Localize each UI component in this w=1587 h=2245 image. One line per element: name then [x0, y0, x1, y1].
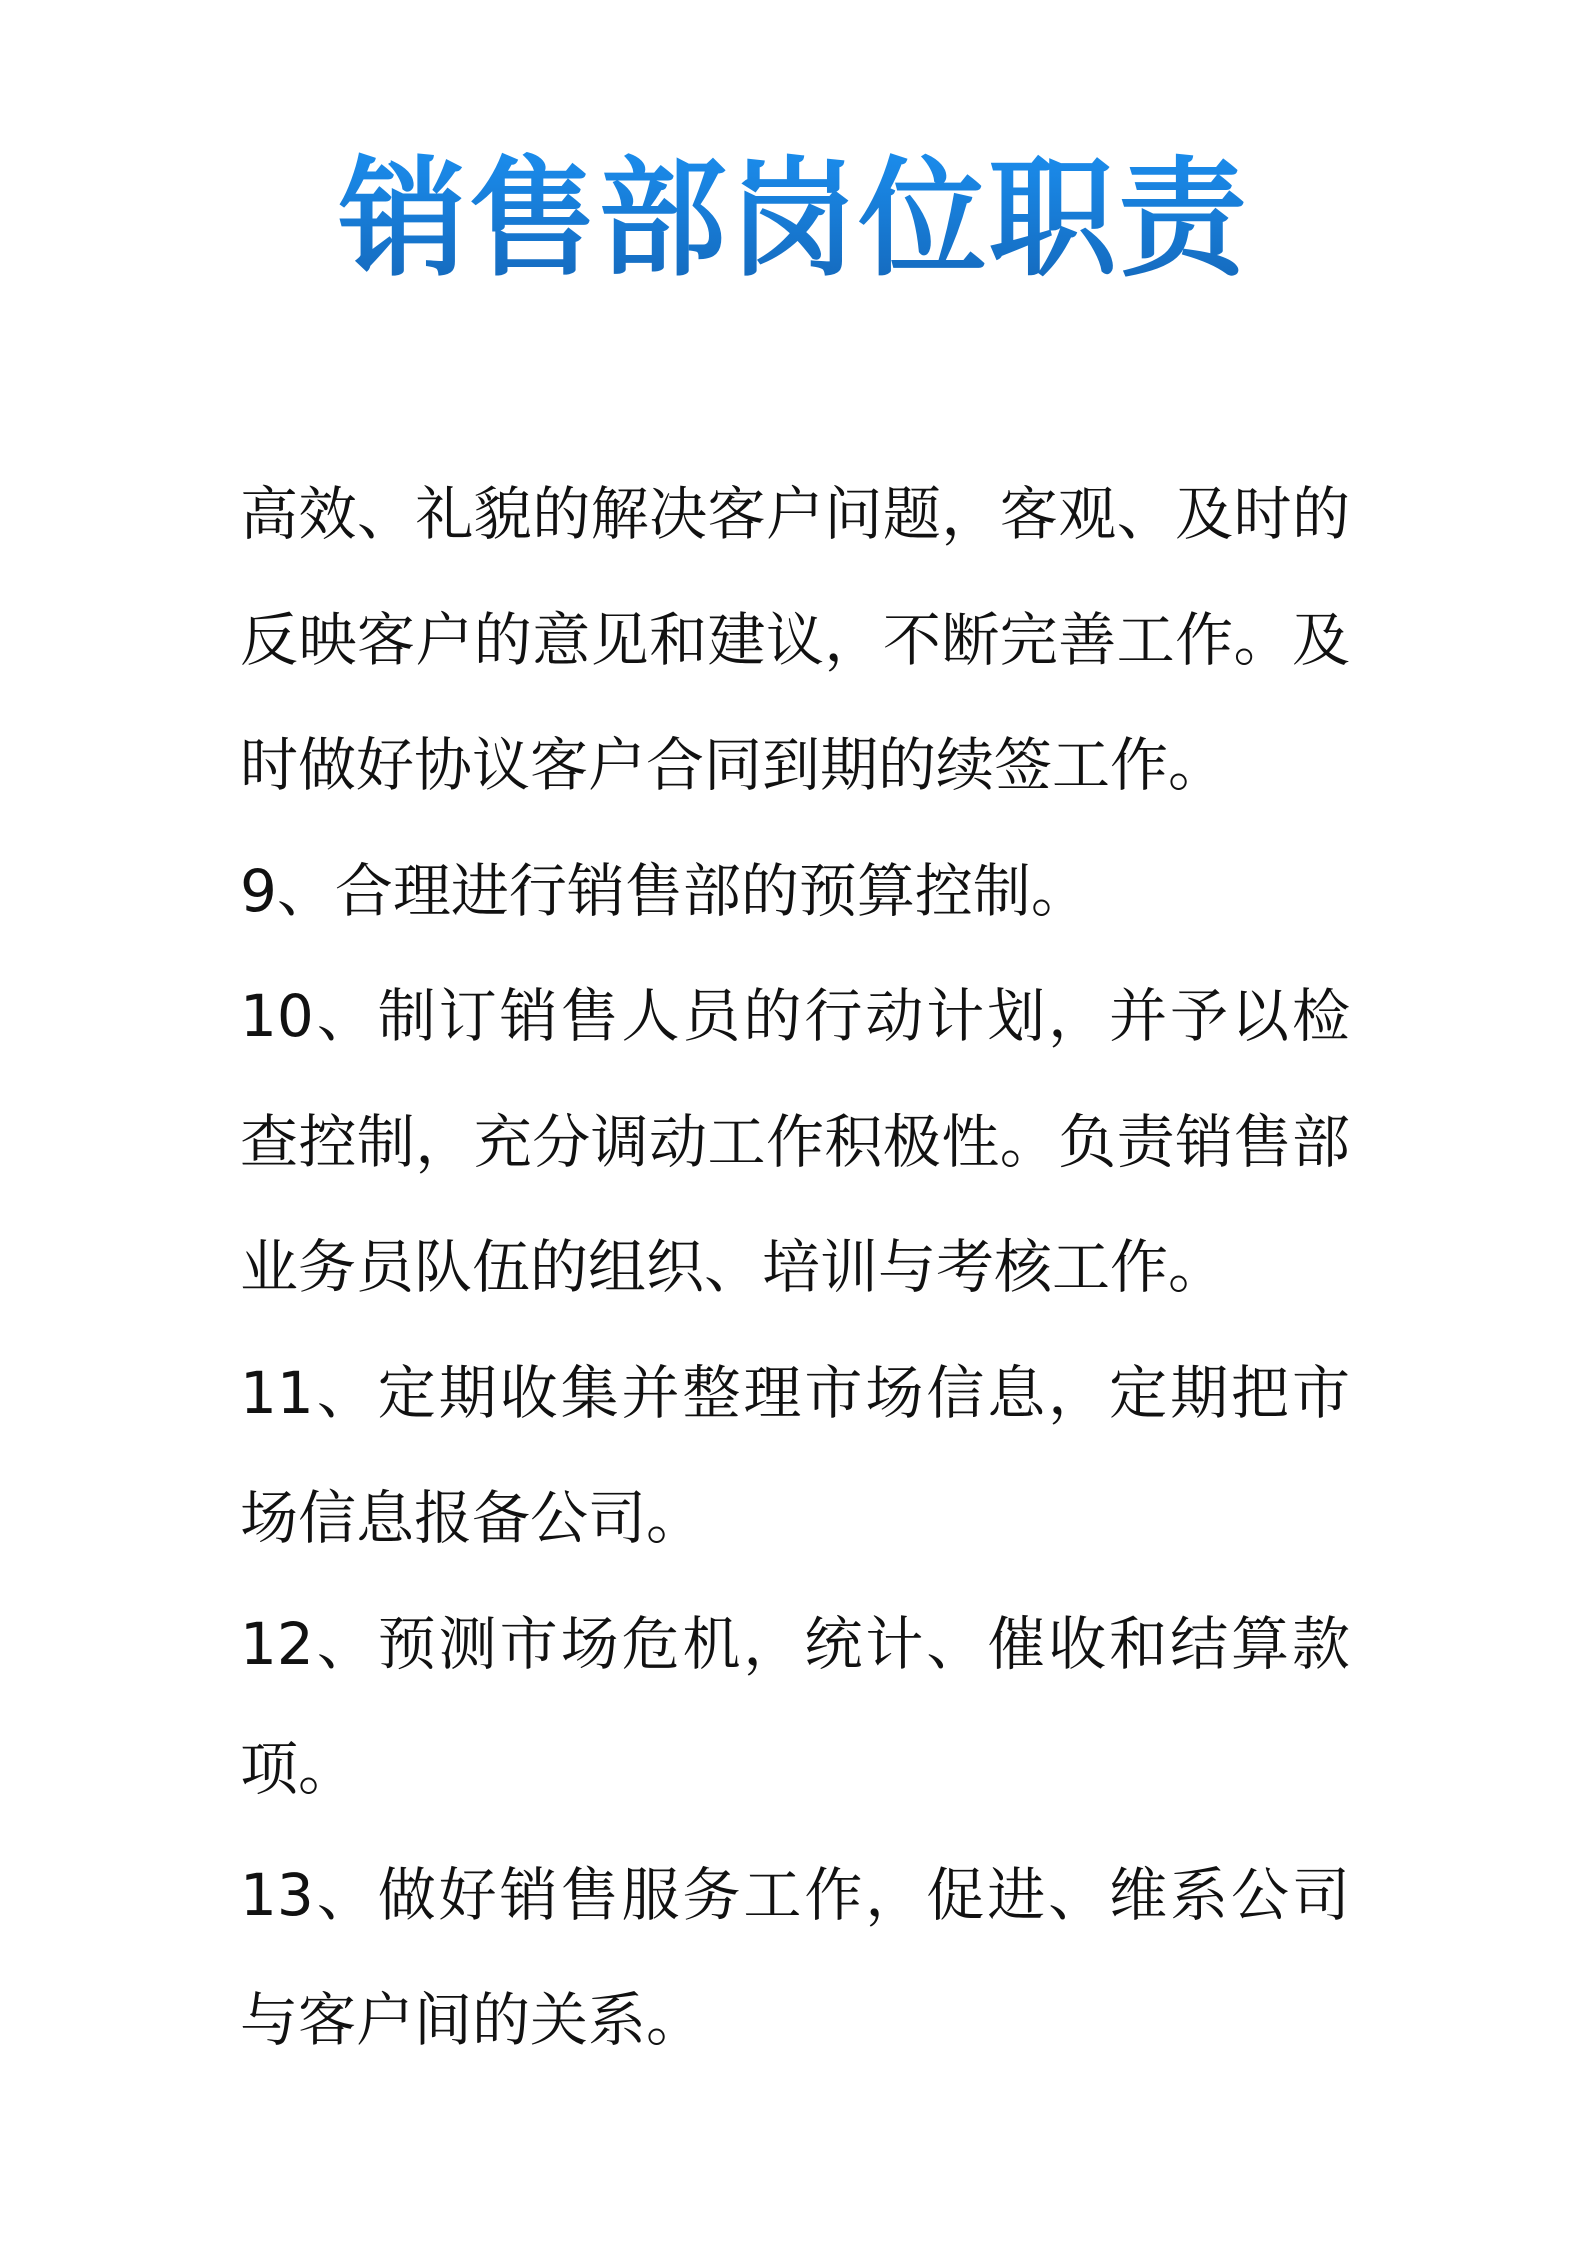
page-title: 销售部岗位职责 [0, 140, 1587, 300]
paragraph-item-9: 9、合理进行销售部的预算控制。 [240, 856, 1089, 925]
document-body [240, 452, 1350, 2084]
paragraph-item-10: 10、制订销售人员的行动计划，并予以检查控制，充分调动工作积极性。负责销售部业务员队伍的组织、培训与考核工作。 [240, 982, 1350, 1301]
paragraph-item-11: 11、定期收集并整理市场信息，定期把市场信息报备公司。 [240, 1358, 1350, 1552]
paragraph-item-12: 12、预测市场危机，统计、催收和结算款项。 [240, 1609, 1350, 1803]
paragraph-item-13: 13、做好销售服务工作，促进、维系公司与客户间的关系。 [240, 1860, 1350, 2054]
paragraph-intro: 高效、礼貌的解决客户问题，客观、及时的反映客户的意见和建议，不断完善工作。及时做好协议客户合同到期的续签工作。 [240, 480, 1350, 799]
